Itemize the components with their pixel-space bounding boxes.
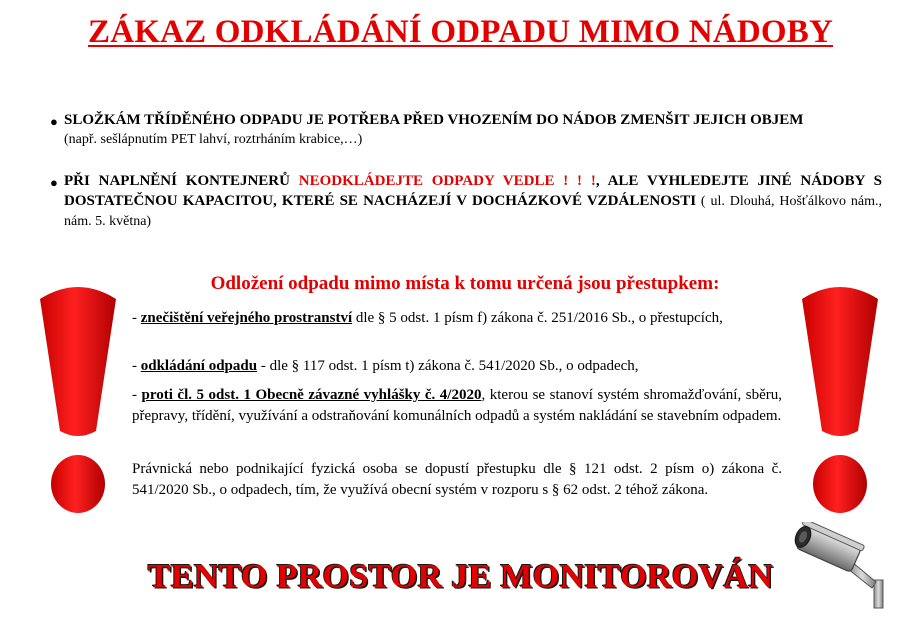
bullet-icon: ● [50,175,58,190]
page-title: ZÁKAZ ODKLÁDÁNÍ ODPADU MIMO NÁDOBY [87,14,833,50]
offense-item: - proti čl. 5 odst. 1 Obecně závazné vyhlášky č. 4/2020, kterou se stanoví systém shromažďování, sběru, přepravy, třídění, využívání a odstraňování komunálních odpadů a systém nakládání se stavebním odpadem. [132,387,782,424]
bullet-main-text: SLOŽKÁM TŘÍDĚNÉHO ODPADU JE POTŘEBA PŘED VHOZENÍM DO NÁDOB ZMENŠIT JEJICH OBJEM [64,112,804,128]
legal-entity-paragraph: Právnická nebo podnikající fyzická osoba se dopustí přestupku dle § 121 odst. 2 písm o) zákona č. 541/2020 Sb., o odpadech, tím, že využívá obecní systém v rozporu s § 62 odst. 2 téhož zákona. [132,461,782,498]
offense-item-title: odkládání odpadu [140,358,258,374]
list-item-compress-waste [50,110,882,150]
list-item-full-containers [50,171,882,232]
bullet-note: (např. sešlápnutím PET lahví, roztrháním krabice,…) [64,132,363,147]
exclamation-icon [38,281,118,541]
bullet-text-part1: PŘI NAPLNĚNÍ KONTEJNERŮ [64,173,299,189]
monitoring-notice: TENTO PROSTOR JE MONITOROVÁN [147,558,774,595]
bullet-text-part2: , ALE VYHLEDEJTE JINÉ NÁDOBY S DOSTATEČNOU KAPACITOU, KTERÉ SE NACHÁZEJÍ V DOCHÁZKOVÉ VZDÁLENOSTI [64,173,882,209]
offense-item: - znečištění veřejného prostranství dle § 5 odst. 1 písm f) zákona č. 251/2016 Sb., o přestupcích, [132,310,723,326]
bullet-warning-text: NEODKLÁDEJTE ODPADY VEDLE ! ! ! [298,173,596,189]
bullet-icon: ● [50,114,58,129]
exclamation-icon [800,281,880,541]
offense-item: - odkládání odpadu - dle § 117 odst. 1 písm t) zákona č. 541/2020 Sb., o odpadech, [132,358,639,374]
offense-item-title: znečištění veřejného prostranství [140,310,353,326]
security-camera-icon [790,522,890,612]
offense-heading: Odložení odpadu mimo místa k tomu určená jsou přestupkem: [210,273,720,294]
offense-item-title: proti čl. 5 odst. 1 Obecně závazné vyhlášky č. 4/2020 [141,387,482,403]
bullet-note: ( ul. Dlouhá, Hošťálkovo nám., nám. 5. května) [64,194,882,229]
